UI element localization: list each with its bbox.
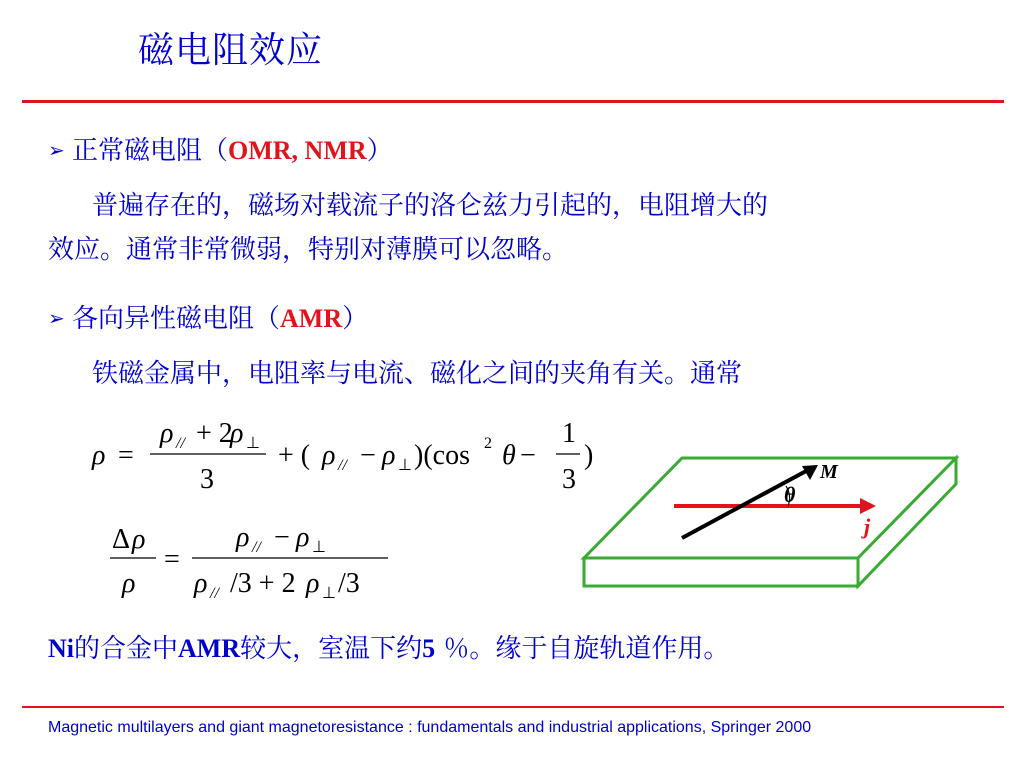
svg-text:−: − — [274, 522, 290, 553]
svg-text://: // — [338, 457, 347, 474]
body-line: 铁磁金属中，电阻率与电流、磁化之间的夹角有关。通常 — [92, 359, 743, 389]
heading-suffix: ） — [342, 304, 369, 334]
magnetization-diagram — [576, 448, 966, 596]
body-line: 普遍存在的，磁场对载流子的洛仑兹力引起的，电阻增大的 — [92, 191, 769, 221]
svg-text:/3 + 2: /3 + 2 — [230, 568, 296, 599]
svg-text:⊥: ⊥ — [312, 539, 326, 556]
amr-resistivity-formula — [88, 408, 608, 498]
label-j: j — [864, 514, 871, 539]
svg-text:+ 2: + 2 — [196, 418, 233, 449]
heading-red: OMR, NMR — [228, 136, 367, 165]
label-m: M — [820, 461, 838, 483]
svg-text:3: 3 — [562, 464, 576, 495]
svg-text:=: = — [164, 544, 180, 575]
page-title: 磁电阻效应 — [138, 30, 324, 71]
svg-text://: // — [176, 435, 185, 452]
footer-divider — [22, 706, 1004, 708]
label-theta: θ — [784, 482, 796, 507]
svg-text:ρ: ρ — [230, 418, 244, 449]
arrow-bullet-icon: ➢ — [48, 306, 65, 330]
svg-text:⊥: ⊥ — [246, 435, 260, 452]
svg-text:ρ: ρ — [322, 440, 336, 471]
svg-text://: // — [252, 539, 261, 556]
amr-ratio-formula — [110, 512, 410, 602]
note-text: ％。缘于自旋轨道作用。 — [435, 634, 730, 664]
svg-text:ρ: ρ — [160, 418, 174, 449]
svg-text:+ (: + ( — [278, 440, 311, 471]
heading-red: AMR — [280, 304, 343, 333]
svg-text:ρ: ρ — [296, 522, 310, 553]
film-front-face — [584, 558, 858, 586]
svg-text:1: 1 — [562, 418, 576, 449]
svg-text:−: − — [520, 440, 536, 471]
svg-text:⊥: ⊥ — [322, 585, 336, 602]
heading-prefix: 各向异性磁电阻（ — [72, 304, 281, 334]
svg-text:)(cos: )(cos — [414, 440, 470, 471]
svg-text:ρ: ρ — [382, 440, 396, 471]
reference-footnote: Magnetic multilayers and giant magnetoresistance : fundamentals and industrial applications, Springer 2000 — [48, 719, 812, 736]
svg-text:2: 2 — [484, 435, 492, 452]
svg-text:3: 3 — [200, 464, 214, 495]
note-text: 较大，室温下约 — [240, 634, 423, 664]
note-five: 5 — [422, 634, 436, 663]
body-line: 效应。通常非常微弱，特别对薄膜可以忽略。 — [48, 235, 569, 265]
svg-text:−: − — [360, 440, 376, 471]
note-text: 的合金中 — [74, 634, 179, 664]
svg-text:⊥: ⊥ — [398, 457, 412, 474]
svg-text:ρ: ρ — [132, 524, 146, 555]
heading-suffix: ） — [366, 136, 393, 166]
section-heading-omr — [48, 134, 393, 167]
svg-text:ρ: ρ — [122, 568, 136, 599]
svg-text:=: = — [118, 440, 134, 471]
svg-text:Δ: Δ — [112, 524, 131, 555]
svg-text:/3: /3 — [338, 568, 360, 599]
section-body-omr — [48, 184, 988, 272]
ni-alloy-note — [48, 628, 729, 665]
svg-text:ρ: ρ — [236, 522, 250, 553]
heading-prefix: 正常磁电阻（ — [72, 136, 229, 166]
note-amr: AMR — [178, 634, 241, 663]
title-divider — [22, 100, 1004, 103]
svg-text://: // — [210, 585, 219, 602]
note-ni: Ni — [48, 634, 74, 663]
section-heading-amr — [48, 302, 368, 335]
svg-text:ρ: ρ — [194, 568, 208, 599]
svg-text:): ) — [584, 440, 594, 471]
svg-text:θ: θ — [502, 440, 516, 471]
svg-text:ρ: ρ — [92, 440, 106, 471]
svg-text:ρ: ρ — [306, 568, 320, 599]
arrow-bullet-icon: ➢ — [48, 138, 65, 162]
